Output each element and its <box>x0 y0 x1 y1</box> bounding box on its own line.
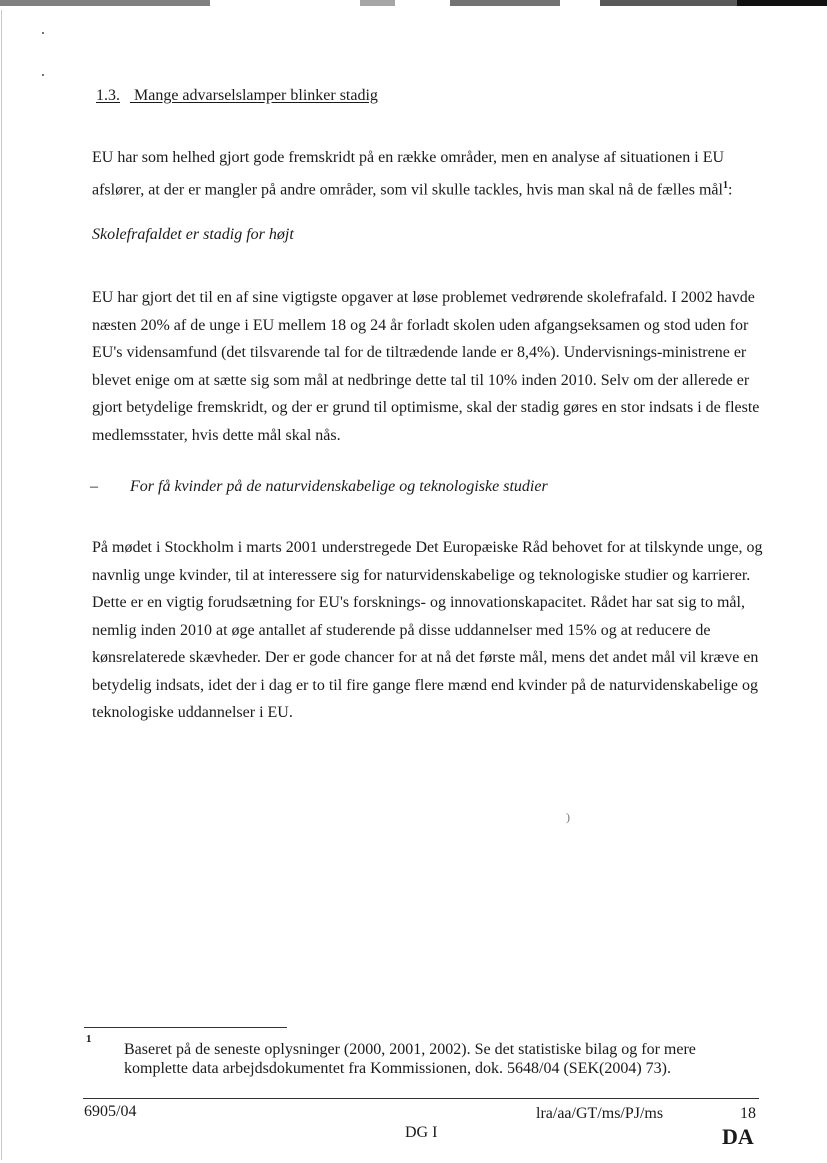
intro-text: EU har som helhed gjort gode fremskridt på en række områder, men en analyse af situationen i EU afslører, at der er mangler på andre områder, som vil skulle tackles, hvis man skal nå de fælles mål <box>92 149 725 198</box>
footnote-text: Baseret på de seneste oplysninger (2000, 2001, 2002). Se det statistiske bilag og for mere komplette data arbejdsdokumentet fra Kommissionen, dok. 5648/04 (SEK(2004) 73). <box>124 1041 696 1077</box>
dropout-paragraph: EU har gjort det til en af sine vigtigste opgaver at løse problemet vedrørende skolefrafald. I 2002 havde næsten 20% af de unge i EU mellem 18 og 24 år forladt skolen uden afgangseksamen og stod uden for EU's vidensamfund (det tilsvarende tal for de tiltrædende lande er 8,4%). Undervisnings-ministrene er blevet enige om at sætte sig som mål at nedbringe dette tal til 10% inden 2010. Selv om der allerede er gjort betydelige fremskridt, og der er grund til optimisme, skal der stadig gøres en stor indsats i de fleste medlemsstater, hvis dette mål skal nås. <box>92 289 760 444</box>
scan-edge-top <box>0 0 827 6</box>
subsection-dash: – <box>90 478 98 495</box>
intro-paragraph <box>92 144 770 203</box>
footnote-divider <box>84 1027 287 1028</box>
footer-divider <box>83 1098 759 1099</box>
scan-speck <box>42 74 44 76</box>
subsection-heading-women-stem: For få kvinder på de naturvidenskabelige og teknologiske studier <box>130 478 548 495</box>
document-reference: lra/aa/GT/ms/PJ/ms <box>536 1105 664 1122</box>
footnote-reference: 1 <box>722 179 728 191</box>
language-code: DA <box>722 1124 754 1149</box>
scan-speck <box>42 32 44 34</box>
section-title: Mange advarselslamper blinker stadig <box>134 87 378 104</box>
footnote-number: 1 <box>86 1033 92 1045</box>
scan-edge-corner <box>737 0 827 6</box>
document-number: 6905/04 <box>84 1103 137 1120</box>
women-stem-paragraph: På mødet i Stockholm i marts 2001 understregede Det Europæiske Råd behovet for at tilskynde unge, og navnlig unge kvinder, til at interessere sig for naturvidenskabelige og teknologiske studier og karrierer. Dette er en vigtig forudsætning for EU's forsknings- og innovationskapacitet. Rådet har sat sig to mål, nemlig inden 2010 at øge antallet af studerende på disse uddannelser med 15% og at reducere de kønsrelaterede skævheder. Der er gode chancer for at nå det første mål, mens det andet mål vil kræve en betydelig indsats, idet der i dag er to til fire gange flere mænd end kvinder på de naturvidenskabelige og teknologiske uddannelser i EU. <box>92 539 763 721</box>
section-number: 1.3. <box>96 87 120 104</box>
intro-suffix: : <box>727 180 733 198</box>
scan-edge-left <box>1 10 2 1160</box>
page-number: 18 <box>740 1105 756 1122</box>
subsection-heading-dropout: Skolefrafaldet er stadig for højt <box>92 226 294 243</box>
stray-mark: ) <box>566 810 570 824</box>
directorate-label: DG I <box>405 1124 438 1141</box>
section-heading <box>96 87 378 105</box>
